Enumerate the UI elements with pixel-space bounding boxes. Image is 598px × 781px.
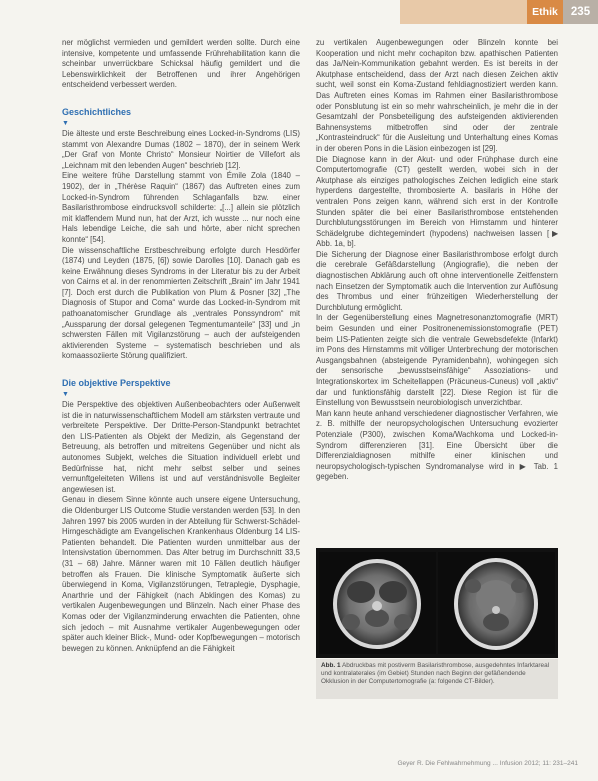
history-paragraph-3: Die wissenschaftliche Erstbeschreibung erfolgte durch Hesdörfer (1874) und Leyden (1875, [6]) sowie Darolles [10]. Danach gab es keine Erwähnung dieses Syndroms in der Literatur bis zu der Arbeit von Cairns et al. in der renommierten Zeitschrift „Brain“ im Jahr 1941 [7]. Doch erst durch die Publikation von Plum & Posner [32] „The Diagnosis of Stupor and Coma“ wurde das Locked-in-Syndrom mit pathoanatomischer Grundlage als „ventrales Ponssyndrom“ mit „Aussparung der dorsal gelegenen Tegmentumanteile“ [33] und „in schwersten Fällen mit Vigilanzstörung – auch der aufsteigenden aktivierenden Systeme – systematisch beschrieben und als komaassoziierte Störung qualifiziert.	[62, 245, 300, 361]
triangle-down-icon: ▼	[62, 391, 69, 399]
ct-scan-image-b	[438, 552, 555, 654]
figure-caption-label: Abb. 1	[321, 662, 341, 669]
figure-image-panel	[316, 548, 558, 658]
section-heading-history: Geschichtliches	[62, 106, 132, 117]
header-band	[0, 0, 598, 26]
left-column	[62, 38, 300, 738]
objective-paragraph-1: Die Perspektive des objektiven Außenbeobachters oder Außenwelt ist die in naturwissenschaftlichem Modell am stärksten vertraute und verbreitete Perspektive. Der Dritte-Person-Standpunkt betrachtet den LIS-Patienten als Objekt der Medizin, als Gegenstand der Betreuung, als betroffen und mitreitens Gegenüber und nicht als autonomes Subjekt, welches die Situation individuell erlebt und Bedürfnisse hat, nicht mehr selbst selber und seines vernunftgeleiteten Willens ist und auf verständnisvolle Begleiter angewiesen ist.	[62, 400, 300, 494]
right-paragraph-5: Man kann heute anhand verschiedener diagnostischer Verfahren, wie z. B. mithilfe der neuropsychologischen Untersuchung evozierter Potenziale (P300), zwischen Koma/Wachkoma und Locked-in-Syndrom differenzieren [31]. Eine Übersicht über die Differenzialdiagnosen mithilfe einer klinischen und neuropsychologisch-typischen Syndromanalyse wird in ▶ Tab. 1 gegeben.	[316, 408, 558, 482]
figure-caption-text: Abdruckbas mit postiverm Basilaristhrombose, ausgedehntes Infarktareal und kontralaterales (im Gebiet) Stunden nach Beginn der gefäßendende Okklusion in der Computertomografie (a: folgende CT-Bilder).	[321, 662, 550, 686]
footer-citation: Geyer R. Die Fehlwahrnehmung ... Infusion 2012; 11: 231–241	[397, 760, 578, 767]
right-paragraph-1: zu vertikalen Augenbewegungen oder Blinzeln konnte bei Kooperation und nicht mehr cochapiton bzw. apathischen Patienten das Ja/Nein-Kommunikation gebahnt werden. Es ist bereits in der Akutphase entscheidend, dass der Arzt nach diesen Zeichen aktiv sucht, weil sonst ein Koma-Zustand fehldiagnostiziert werden kann. Das Auftreten eines Komas im Rahmen einer Basilaristhrombose oder Ponsblutung ist ein so mehr wahrscheinlich, je mehr die in der Gesamtzahl der Ponsbeteiligung des aufsteigenden aktivierenden Bahnensystems mitbetroffen sind oder der zentrale „Kontrasteindruck“ für die Ausleitung und Unterhaltung eines Komas in der oberen Pons in die Läsion einbezogen ist [29].	[316, 38, 558, 153]
intro-paragraph: ner möglichst vermieden und gemildert werden sollte. Durch eine intensive, kompetente und umfassende Frührehabilitation kann die scheinbar unverrückbare Schicksal häufig gemildert und die Lebenswirklichkeit der Betroffenen und ihrer Angehörigen entscheidend verbessert werden.	[62, 38, 300, 90]
ct-scan-image-a	[319, 552, 436, 654]
history-paragraph-1: Die älteste und erste Beschreibung eines Locked-in-Syndroms (LIS) stammt von Alexandre Dumas (1802 – 1870), der in seinem Werk „Der Graf von Monte Christo“ Monsieur Noirtier de Villefort als „Leichnam mit den lebenden Augen“ beschrieb [12].	[62, 128, 300, 170]
page-number: 235	[563, 0, 598, 24]
history-paragraph-2: Eine weitere frühe Darstellung stammt von Émile Zola (1840 – 1902), der in „Thérèse Raquin“ (1867) das Auftreten eines zum Locked-in-Syndrom führenden Schlaganfalls bzw. einer Basilaristhrombose eindrucksvoll schilderte: „[...] allein sie plötzlich mit klaffendem Mund nun, hat der Arzt, ich wusste ... nur noch eine Hals lebendige Leiche, die sah und hörte, aber nicht sprechen konnte“ [54].	[62, 171, 300, 244]
figure-caption	[316, 659, 558, 699]
figure-ct-scans	[316, 548, 558, 700]
right-paragraph-2: Die Diagnose kann in der Akut- und oder Frühphase durch eine Computertomografie (CT) gestellt werden, wobei sich in der Akutphase als einziges pathologisches Zeichen lediglich eine stark hyperdens dargestellte, thrombosierte A. basilaris in Höhe der ventralen Pons zeigen kann, während sich erst in der Kontrolle Stunden später die bei einer Basilaristhrombose entstehenden Durchblutungsstörungen im Bereich von Hirnstamm und hinterer Schädelgrube dichtegemindert (hypodens) nachweisen lassen [▶ Abb. 1a, b].	[316, 154, 558, 249]
section-heading-objective: Die objektive Perspektive	[62, 378, 171, 389]
objective-paragraph-2: Genau in diesem Sinne könnte auch unsere eigene Untersuchung, die Oldenburger LIS Outcome Studie verstanden werden [53]. In den Jahren 1997 bis 2005 wurden in der Abteilung für Schwerst-Schädel-Hirngeschädigte am Evangelischen Krankenhaus Oldenburg 14 LIS-Patienten behandelt. Die Patienten wurden unmittelbar aus der Intensivstation übernommen. Das Alter betrug im Durchschnitt 33,5 (31 – 68) Jahre. Männer waren mit 10 Fällen deutlich häufiger betroffen als Frauen. Die klinische Symptomatik äußerte sich überwiegend in Koma, Vigilanzstörungen, Tetraplegie, Dysphagie, Anarthrie und der Fähigkeit (nach Abklingen des Komas) zu vertikalen Augenbewegungen und Blinzeln. Nach einer Phase des Komas oder der Vigilanzminderung erwachten die Patienten, ohne sich jedoch – mit Ausnahme vertikaler Augenbewegungen oder später auch kleiner Blick-, Mund- oder Kopfbewegungen – motorisch bewegen zu können. Anknüpfend an die Fähigkeit	[62, 495, 300, 653]
section-tab: Ethik	[527, 0, 563, 24]
triangle-down-icon: ▼	[62, 119, 69, 127]
right-paragraph-3: Die Sicherung der Diagnose einer Basilaristhrombose erfolgt durch die cerebrale Gefäßdarstellung (Angiografie), die neben der diagnostischen Abklärung auch oft ohne interventionelle Zeitfenstern nach Einsetzen der Symptomatik auch die Intervention zur Auflösung des Thrombus und einer frühzeitigen Wiederherstellung der Durchblutung ermöglicht.	[316, 249, 558, 312]
right-paragraph-4: In der Gegenüberstellung eines Magnetresonanztomografie (MRT) beim Gesunden und einer Positronenemissionstomografie (PET) beim LIS-Patienten zeigte sich die ventrale Gewebsdefekte (Infarkt) im Pons des Hirnstamms mit völliger Unterbrechung der motorischen Ausgangsbahnen (absteigende Pyramidenbahn), wohingegen sich der sensorische „bewusstseinsfähige“ Assoziations- und Integrationskortex im Scheitellappen (Präcuneus-Cuneus) voll „aktiv“ dar und funktionsfähig darstellt [22]. Diese Region ist für die Einstellung von Bewusstsein neurobiologisch unverzichtbar.	[316, 313, 558, 408]
